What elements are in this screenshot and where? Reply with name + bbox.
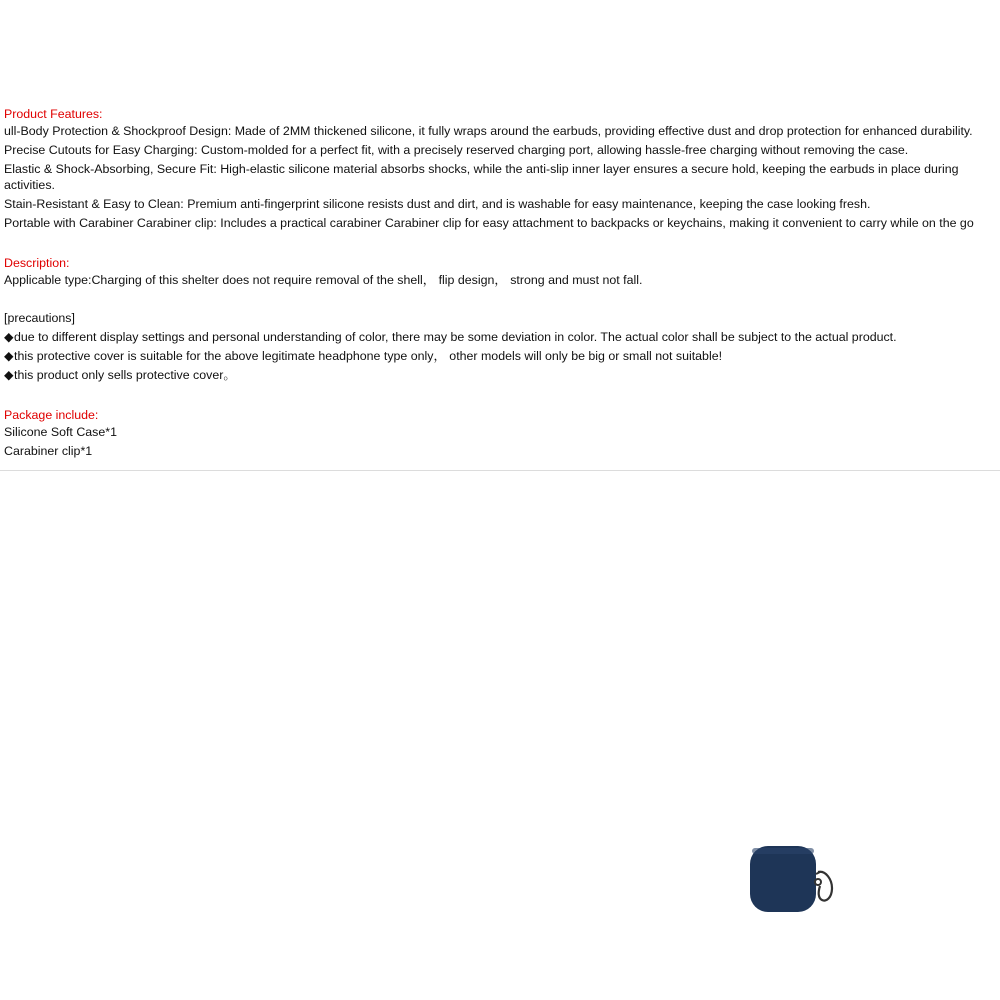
diamond-bullet-icon: ◆ bbox=[4, 330, 14, 344]
section-divider bbox=[0, 470, 1000, 471]
package-item: Silicone Soft Case*1 bbox=[4, 425, 117, 439]
spacer bbox=[4, 386, 1000, 405]
diamond-bullet-icon: ◆ bbox=[4, 368, 14, 382]
product-image bbox=[748, 844, 836, 916]
spacer bbox=[4, 291, 1000, 310]
diamond-bullet-icon: ◆ bbox=[4, 349, 14, 363]
precaution-text: due to different display settings and personal understanding of color, there may be some deviation in color. The actual color shall be subject to the actual product. bbox=[14, 330, 897, 344]
feature-item: ull-Body Protection & Shockproof Design: Made of 2MM thickened silicone, it fully wraps around the earbuds, providing effective dust and drop protection for enhanced durability. bbox=[4, 124, 973, 138]
feature-item: Elastic & Shock-Absorbing, Secure Fit: High-elastic silicone material absorbs shocks, while the anti-slip inner layer ensures a secure hold, keeping the earbuds in place during activities. bbox=[4, 162, 959, 192]
feature-item: Portable with Carabiner Carabiner clip: Includes a practical carabiner Carabiner clip for easy attachment to backpacks or keychains, making it convenient to carry while on the go bbox=[4, 216, 974, 230]
precaution-item bbox=[4, 329, 1000, 345]
feature-item: Precise Cutouts for Easy Charging: Custom-molded for a perfect fit, with a precisely reserved charging port, allowing hassle-free charging without removing the case. bbox=[4, 143, 909, 157]
precautions-heading: [precautions] bbox=[4, 311, 75, 325]
precaution-item bbox=[4, 367, 1000, 383]
description-text: Applicable type:Charging of this shelter does not require removal of the shell， flip design， strong and must not fall. bbox=[4, 273, 643, 287]
features-list bbox=[4, 123, 1000, 231]
description-heading: Description: bbox=[4, 255, 70, 270]
features-heading: Product Features: bbox=[4, 106, 103, 121]
package-item: Carabiner clip*1 bbox=[4, 444, 93, 458]
earbuds-case-icon bbox=[748, 844, 836, 916]
precaution-item bbox=[4, 348, 1000, 364]
precaution-text: this protective cover is suitable for the above legitimate headphone type only， other models will only be big or small not suitable! bbox=[14, 349, 723, 363]
feature-item: Stain-Resistant & Easy to Clean: Premium anti-fingerprint silicone resists dust and dirt, and is washable for easy maintenance, keeping the case looking fresh. bbox=[4, 197, 871, 211]
product-description bbox=[4, 104, 1000, 471]
spacer bbox=[4, 234, 1000, 253]
precaution-text: this product only sells protective cover。 bbox=[14, 368, 236, 382]
package-heading: Package include: bbox=[4, 407, 99, 422]
